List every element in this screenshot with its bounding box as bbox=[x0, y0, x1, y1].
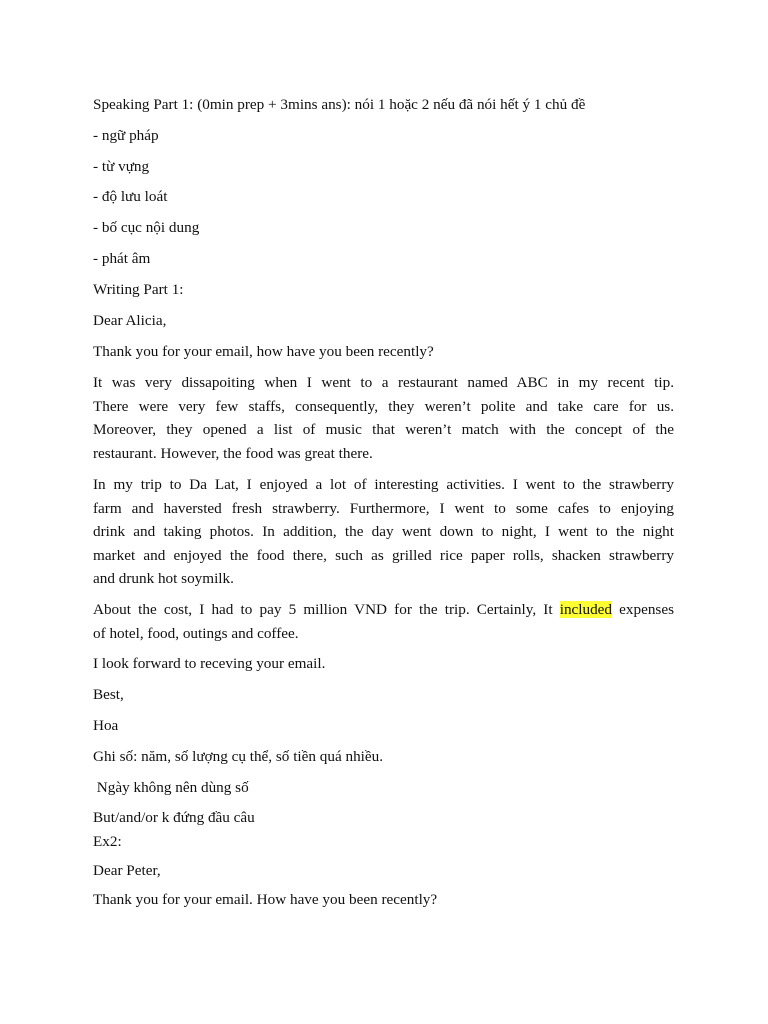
paragraph-line: and drunk hot soymilk. bbox=[93, 570, 234, 588]
paragraph-line bbox=[93, 598, 674, 622]
cost-text-after: expenses bbox=[612, 601, 674, 618]
paragraph-line: There were very few staffs, consequently, they weren’t polite and take care for us. bbox=[93, 397, 674, 415]
highlighted-word: included bbox=[559, 601, 613, 618]
letter-greeting: Dear Alicia, bbox=[93, 312, 167, 329]
document-page bbox=[93, 0, 674, 1024]
paragraph-line: It was very dissapoiting when I went to a restaurant named ABC in my recent tip. bbox=[93, 374, 674, 391]
paragraph-line: of hotel, food, outings and coffee. bbox=[93, 624, 299, 642]
writing-heading: Writing Part 1: bbox=[93, 281, 184, 298]
ex2-greeting: Dear Peter, bbox=[93, 862, 161, 879]
letter-closing: I look forward to receving your email. bbox=[93, 655, 326, 672]
letter-signoff: Best, bbox=[93, 686, 124, 703]
cost-text-before: About the cost, I had to pay 5 million VND for the trip. Certainly, It bbox=[93, 601, 560, 618]
speaking-heading: Speaking Part 1: (0min prep + 3mins ans): nói 1 hoặc 2 nếu đã nói hết ý 1 chủ đề bbox=[93, 96, 586, 113]
note-numbers: Ghi số: năm, số lượng cụ thể, số tiền quá nhiều. bbox=[93, 748, 384, 765]
ex2-opening: Thank you for your email. How have you been recently? bbox=[93, 891, 438, 908]
ex2-heading: Ex2: bbox=[93, 833, 122, 850]
criteria-item: - phát âm bbox=[93, 250, 151, 267]
paragraph-line: In my trip to Da Lat, I enjoyed a lot of interesting activities. I went to the strawberry bbox=[93, 476, 674, 493]
letter-paragraph-trip bbox=[93, 473, 674, 591]
paragraph-line: market and enjoyed the food there, such as grilled rice paper rolls, shacken strawberry bbox=[93, 546, 674, 564]
letter-paragraph-restaurant bbox=[93, 371, 674, 465]
criteria-item: - ngữ pháp bbox=[93, 127, 159, 144]
note-dates: Ngày không nên dùng số bbox=[93, 779, 249, 796]
criteria-item: - độ lưu loát bbox=[93, 188, 168, 205]
letter-signature: Hoa bbox=[93, 717, 119, 734]
paragraph-line: drink and taking photos. In addition, the day went down to night, I went to the night bbox=[93, 523, 674, 541]
letter-paragraph-cost bbox=[93, 598, 674, 645]
paragraph-line: Moreover, they opened a list of music that weren’t match with the concept of the bbox=[93, 421, 674, 439]
note-conjunctions: But/and/or k đứng đầu câu bbox=[93, 809, 255, 826]
letter-opening: Thank you for your email, how have you been recently? bbox=[93, 343, 434, 360]
paragraph-line: restaurant. However, the food was great there. bbox=[93, 444, 373, 462]
criteria-item: - bố cục nội dung bbox=[93, 219, 200, 236]
criteria-item: - từ vựng bbox=[93, 158, 150, 175]
paragraph-line: farm and haversted fresh strawberry. Furthermore, I went to some cafes to enjoying bbox=[93, 499, 674, 517]
